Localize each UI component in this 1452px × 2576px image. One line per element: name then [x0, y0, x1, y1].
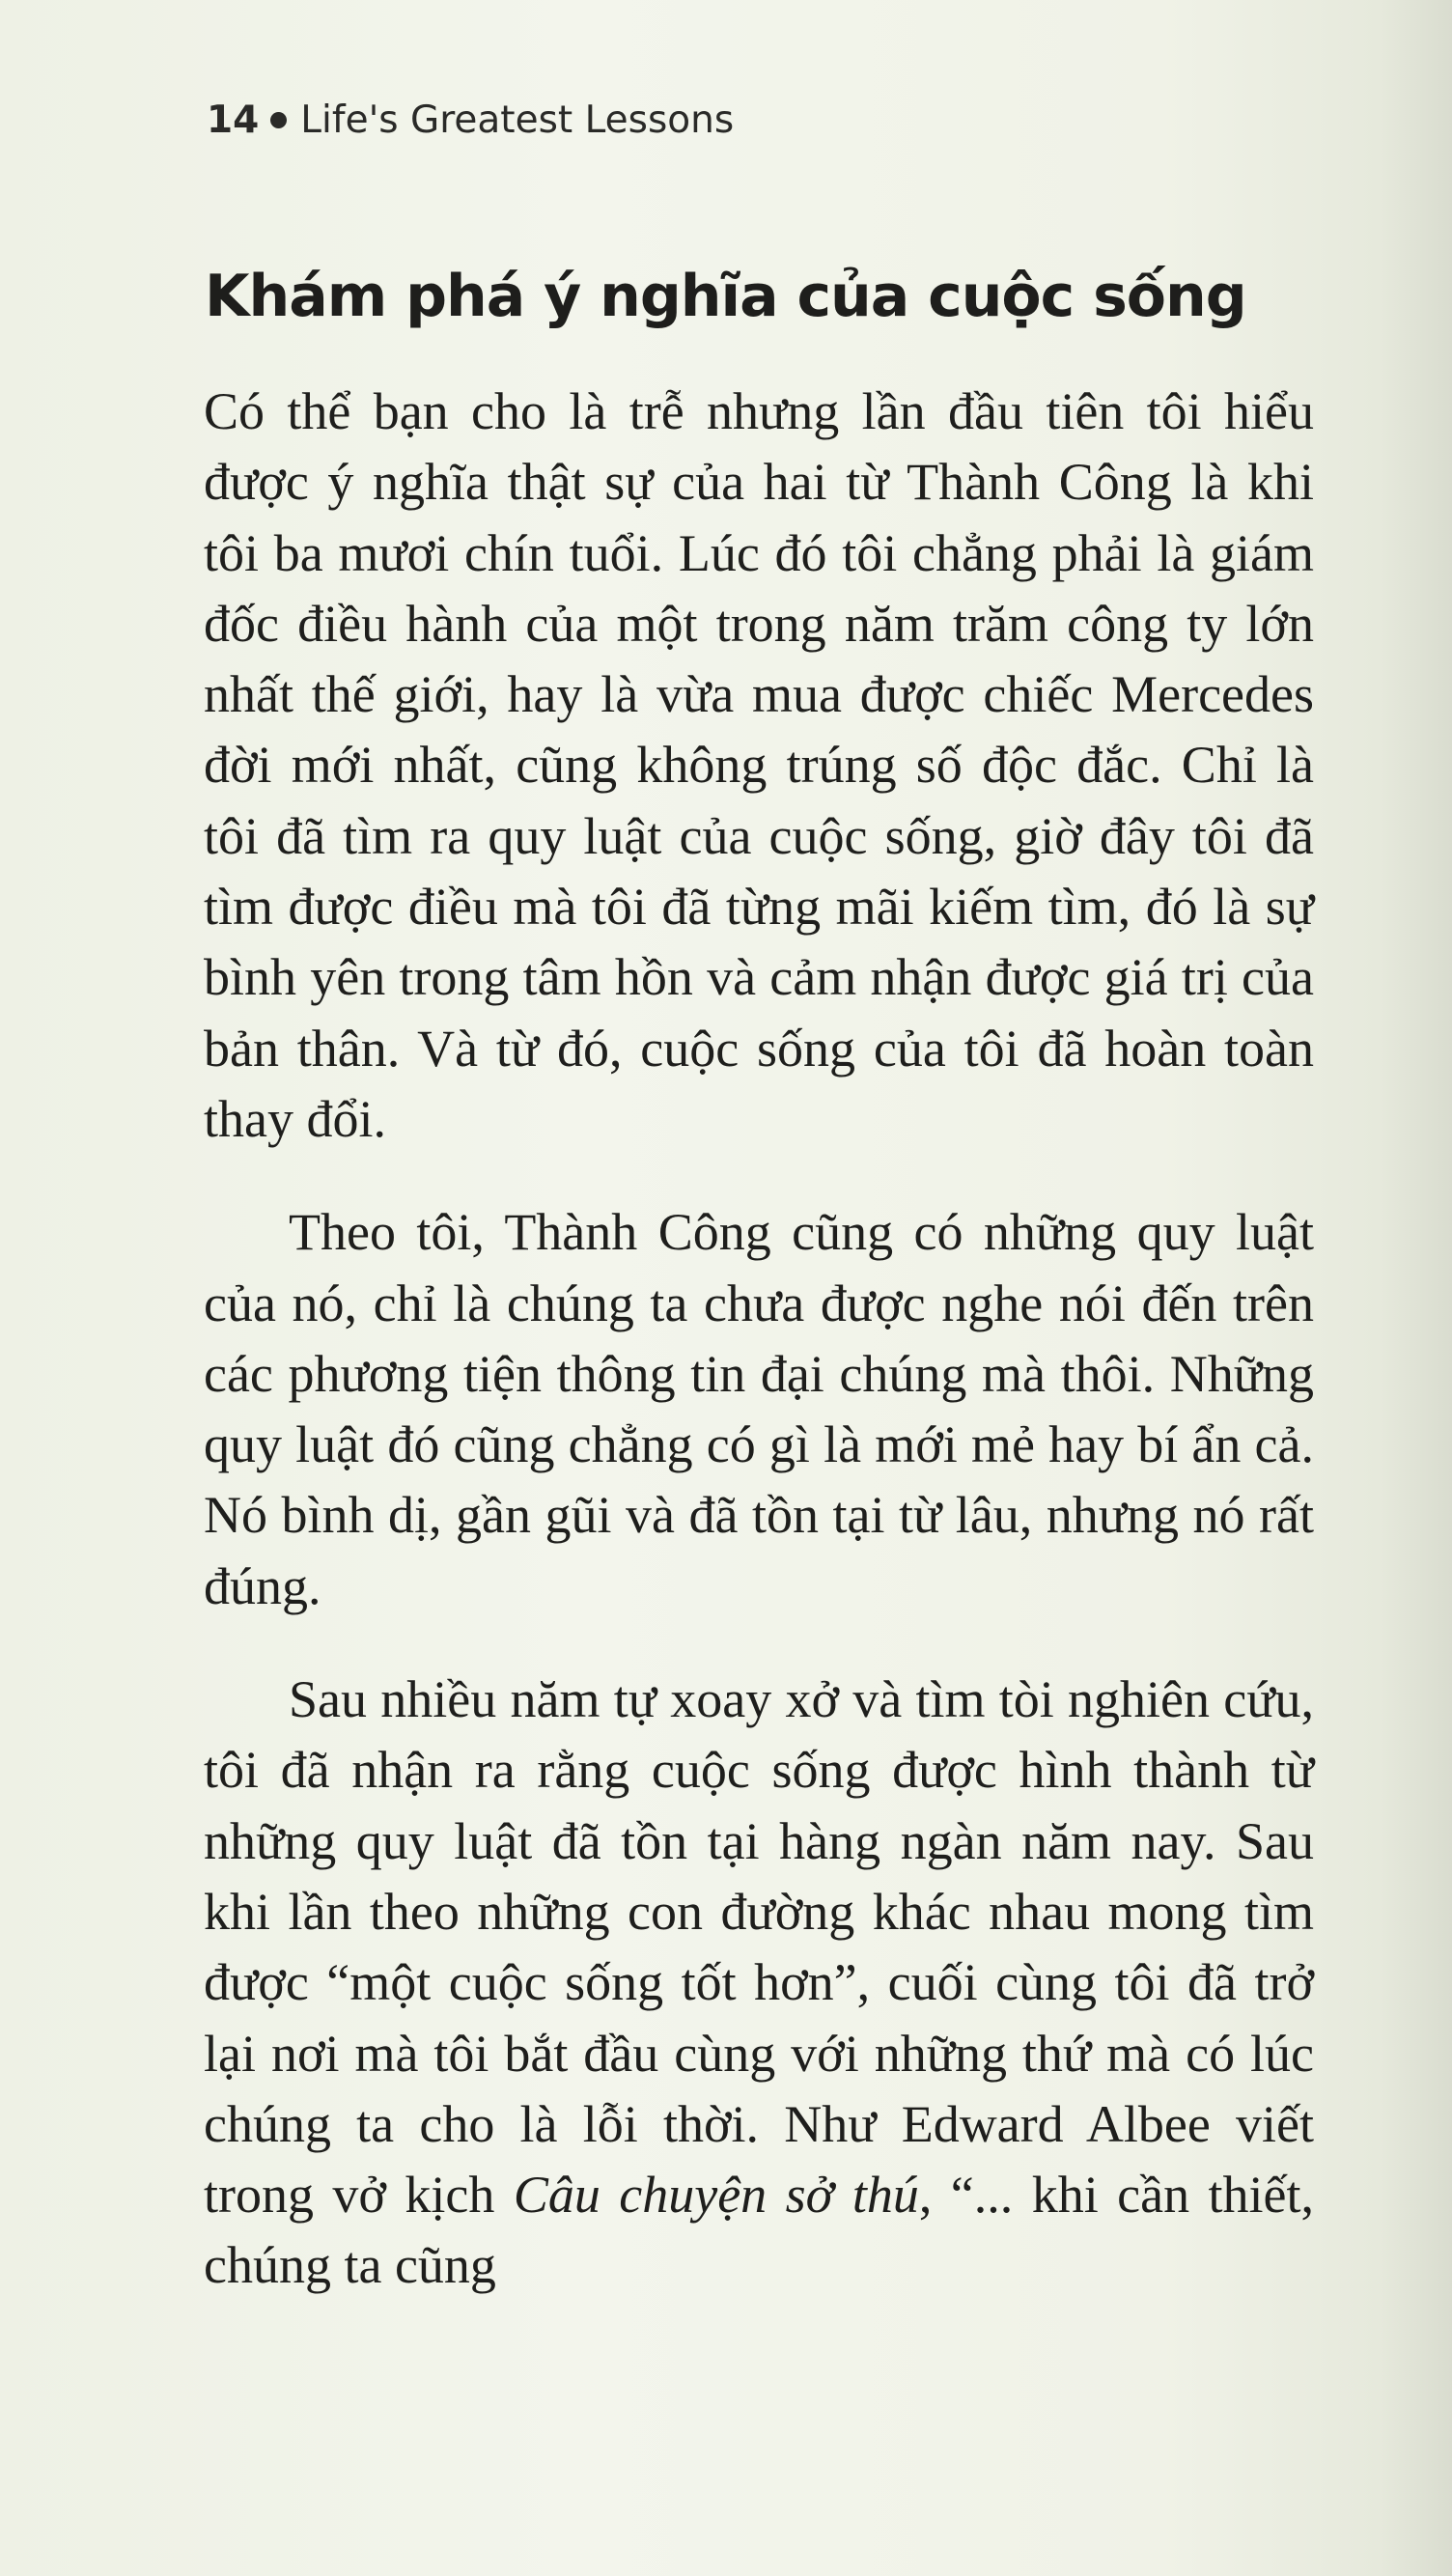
play-title: Câu chuyện sở thú — [513, 2166, 919, 2225]
paragraph-3 — [204, 1665, 1314, 2302]
running-head — [207, 98, 734, 142]
paragraph-3-text-after: , “... khi cần thiết, chúng ta cũng — [204, 2166, 1314, 2295]
paragraph-1: Có thể bạn cho là trễ nhưng lần đầu tiên tôi hiểu được ý nghĩa thật sự của hai từ Thành Công là khi tôi ba mươi chín tuổi. Lúc đó tôi chẳng phải là giám đốc điều hành của một trong năm trăm công ty lớn nhất thế giới, hay là vừa mua được chiếc Mercedes đời mới nhất, cũng không trúng số độc đắc. Chỉ là tôi đã tìm ra quy luật của cuộc sống, giờ đây tôi đã tìm được điều mà tôi đã từng mãi kiếm tìm, đó là sự bình yên trong tâm hồn và cảm nhận được giá trị của bản thân. Và từ đó, cuộc sống của tôi đã hoàn toàn thay đổi. — [204, 382, 1314, 1148]
page-number: 14 — [207, 98, 260, 142]
book-title: Life's Greatest Lessons — [300, 98, 735, 142]
bullet-icon — [270, 112, 287, 128]
body-text — [204, 377, 1314, 2302]
paragraph-3-text-before: Sau nhiều năm tự xoay xở và tìm tòi nghiên cứu, tôi đã nhận ra rằng cuộc sống được hình thành từ những quy luật đã tồn tại hàng ngàn năm nay. Sau khi lần theo những con đường khác nhau mong tìm được “một cuộc sống tốt hơn”, cuối cùng tôi đã trở lại nơi mà tôi bắt đầu cùng với những thứ mà có lúc chúng ta cho là lỗi thời. Như Edward Albee viết trong vở kịch — [204, 1670, 1314, 2225]
section-title: Khám phá ý nghĩa của cuộc sống — [205, 263, 1246, 330]
paragraph-2: Theo tôi, Thành Công cũng có những quy luật của nó, chỉ là chúng ta chưa được nghe nói đến trên các phương tiện thông tin đại chúng mà thôi. Những quy luật đó cũng chẳng có gì là mới mẻ hay bí ẩn cả. Nó bình dị, gần gũi và đã tồn tại từ lâu, nhưng nó rất đúng. — [204, 1203, 1314, 1615]
